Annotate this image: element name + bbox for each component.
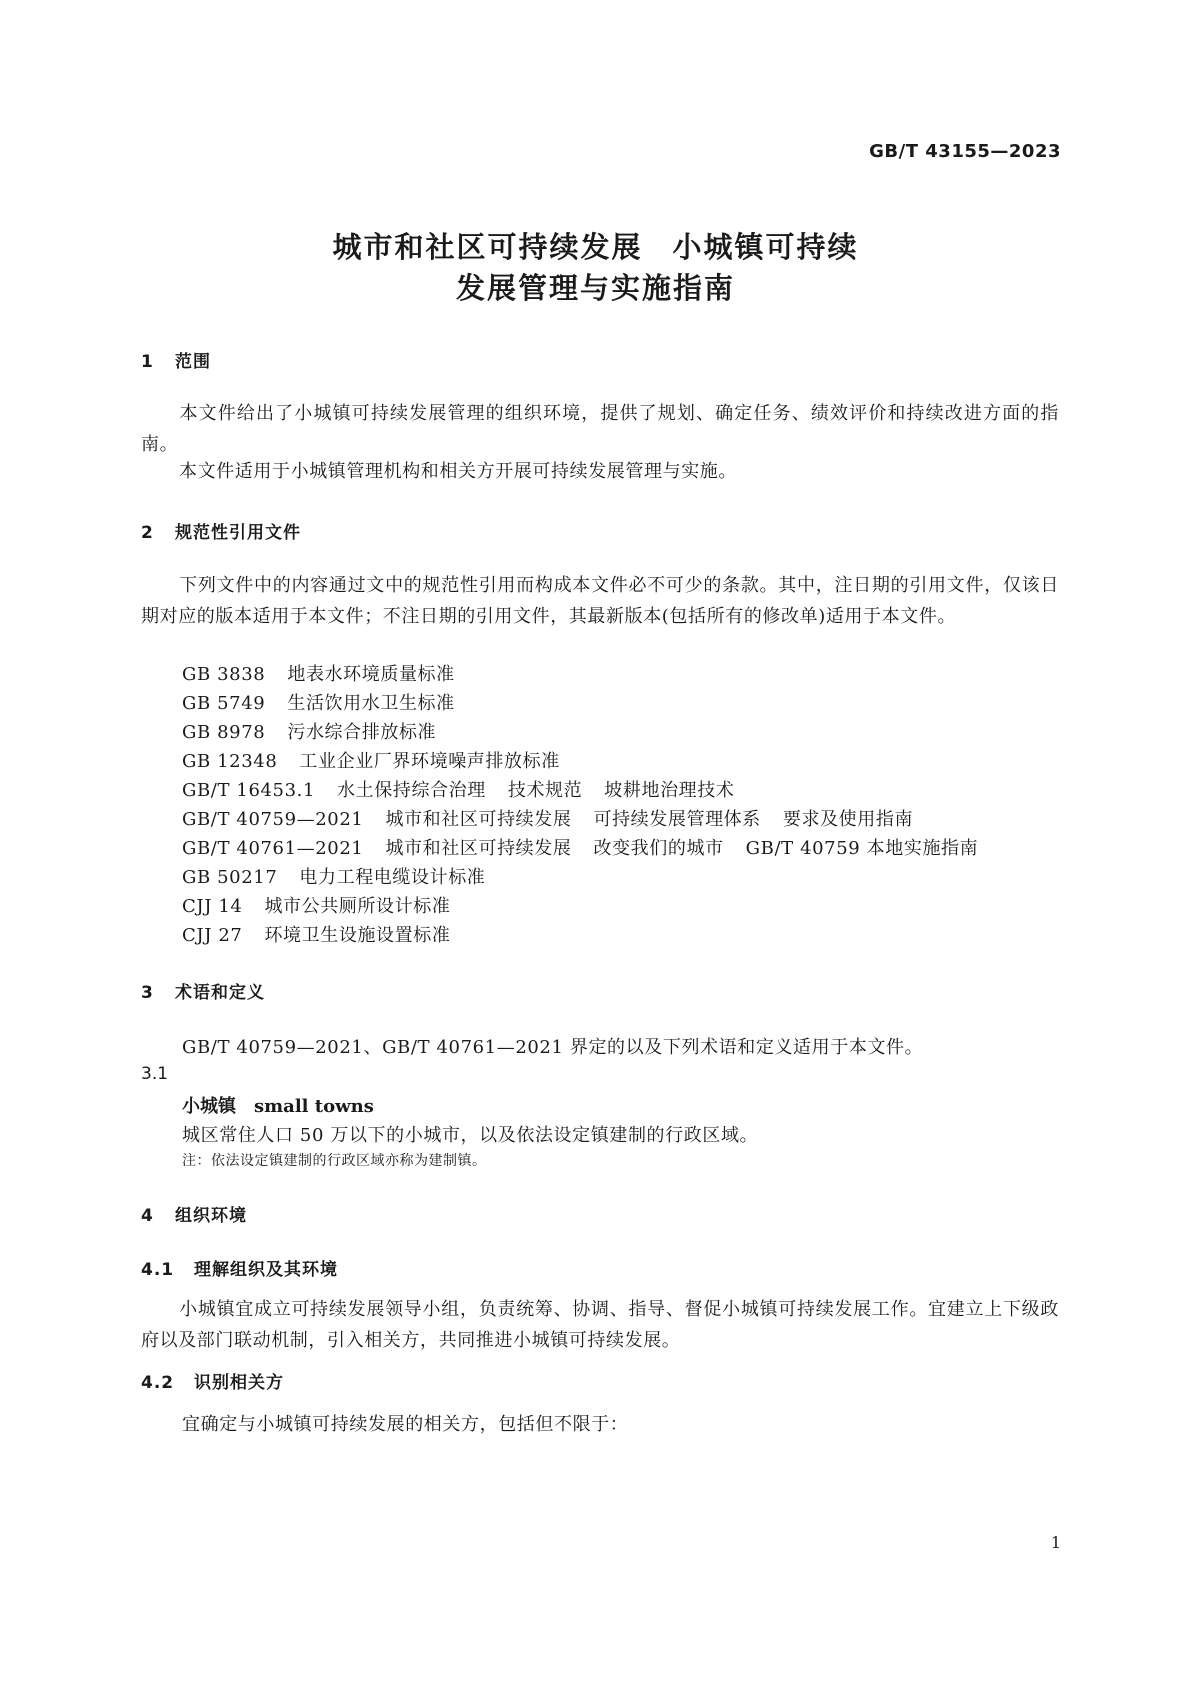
section-4-2-heading bbox=[141, 1368, 284, 1393]
section-2-heading bbox=[141, 518, 301, 543]
term-heading bbox=[182, 1092, 374, 1118]
term-note: 注：依法设定镇建制的行政区域亦称为建制镇。 bbox=[182, 1153, 487, 1169]
term-english: small towns bbox=[254, 1096, 374, 1117]
document-title-line2: 发展管理与实施指南 bbox=[455, 271, 735, 305]
standard-code: GB/T 43155—2023 bbox=[869, 141, 1061, 162]
title-part-a: 城市和社区可持续发展 bbox=[332, 230, 643, 264]
reference-item: GB/T 40761—2021 城市和社区可持续发展 改变我们的城市 GB/T 40759 本地实施指南 bbox=[182, 838, 979, 859]
title-part-b: 小城镇可持续 bbox=[672, 230, 859, 264]
section-4-1-heading bbox=[141, 1255, 338, 1280]
section-title: 组织环境 bbox=[175, 1206, 247, 1226]
section-1-heading bbox=[141, 347, 211, 372]
reference-item: GB 8978 污水综合排放标准 bbox=[182, 722, 437, 743]
section-number: 2 bbox=[141, 523, 154, 543]
document-title-line1 bbox=[0, 225, 1191, 266]
section-3-heading bbox=[141, 978, 265, 1003]
section-2-paragraph bbox=[141, 570, 1059, 632]
page-number: 1 bbox=[1050, 1533, 1061, 1552]
section-title: 术语和定义 bbox=[175, 983, 265, 1003]
section-number: 4 bbox=[141, 1206, 154, 1226]
reference-item: GB/T 40759—2021 城市和社区可持续发展 可持续发展管理体系 要求及使用指南 bbox=[182, 809, 914, 830]
section-title: 范围 bbox=[175, 352, 211, 372]
reference-item: GB 50217 电力工程电缆设计标准 bbox=[182, 867, 486, 888]
term-chinese: 小城镇 bbox=[182, 1096, 236, 1117]
reference-item: GB 12348 工业企业厂界环境噪声排放标准 bbox=[182, 751, 560, 772]
subsection-number: 4.2 bbox=[141, 1373, 175, 1393]
reference-item: CJJ 27 环境卫生设施设置标准 bbox=[182, 925, 451, 946]
section-title: 规范性引用文件 bbox=[175, 523, 301, 543]
section-number: 3 bbox=[141, 983, 154, 1003]
section-1-paragraph-1 bbox=[141, 398, 1059, 460]
section-4-2-paragraph: 宜确定与小城镇可持续发展的相关方，包括但不限于： bbox=[182, 1414, 629, 1435]
subsection-title: 识别相关方 bbox=[194, 1373, 284, 1393]
section-3-intro: GB/T 40759—2021、GB/T 40761—2021 界定的以及下列术语和定义适用于本文件。 bbox=[182, 1037, 924, 1058]
section-4-heading bbox=[141, 1201, 247, 1226]
paragraph-text: 本文件适用于小城镇管理机构和相关方开展可持续发展管理与实施。 bbox=[179, 461, 737, 482]
paragraph-text: 本文件给出了小城镇可持续发展管理的组织环境，提供了规划、确定任务、绩效评价和持续改进方面的指南。 bbox=[141, 403, 1059, 455]
reference-item: GB 5749 生活饮用水卫生标准 bbox=[182, 693, 455, 714]
term-definition: 城区常住人口 50 万以下的小城市，以及依法设定镇建制的行政区域。 bbox=[182, 1125, 759, 1146]
reference-item: CJJ 14 城市公共厕所设计标准 bbox=[182, 896, 451, 917]
reference-item: GB/T 16453.1 水土保持综合治理 技术规范 坡耕地治理技术 bbox=[182, 780, 735, 801]
subsection-number: 4.1 bbox=[141, 1260, 175, 1280]
paragraph-text: 小城镇宜成立可持续发展领导小组，负责统筹、协调、指导、督促小城镇可持续发展工作。宜建立上下级政府以及部门联动机制，引入相关方，共同推进小城镇可持续发展。 bbox=[141, 1299, 1059, 1351]
section-4-1-paragraph bbox=[141, 1294, 1059, 1356]
subsection-title: 理解组织及其环境 bbox=[194, 1260, 338, 1280]
term-number: 3.1 bbox=[141, 1064, 169, 1084]
paragraph-text: 下列文件中的内容通过文中的规范性引用而构成本文件必不可少的条款。其中，注日期的引用文件，仅该日期对应的版本适用于本文件；不注日期的引用文件，其最新版本(包括所有的修改单)适用于本文件。 bbox=[141, 575, 1059, 627]
section-number: 1 bbox=[141, 352, 154, 372]
section-1-paragraph-2 bbox=[141, 456, 1059, 487]
reference-item: GB 3838 地表水环境质量标准 bbox=[182, 664, 455, 685]
